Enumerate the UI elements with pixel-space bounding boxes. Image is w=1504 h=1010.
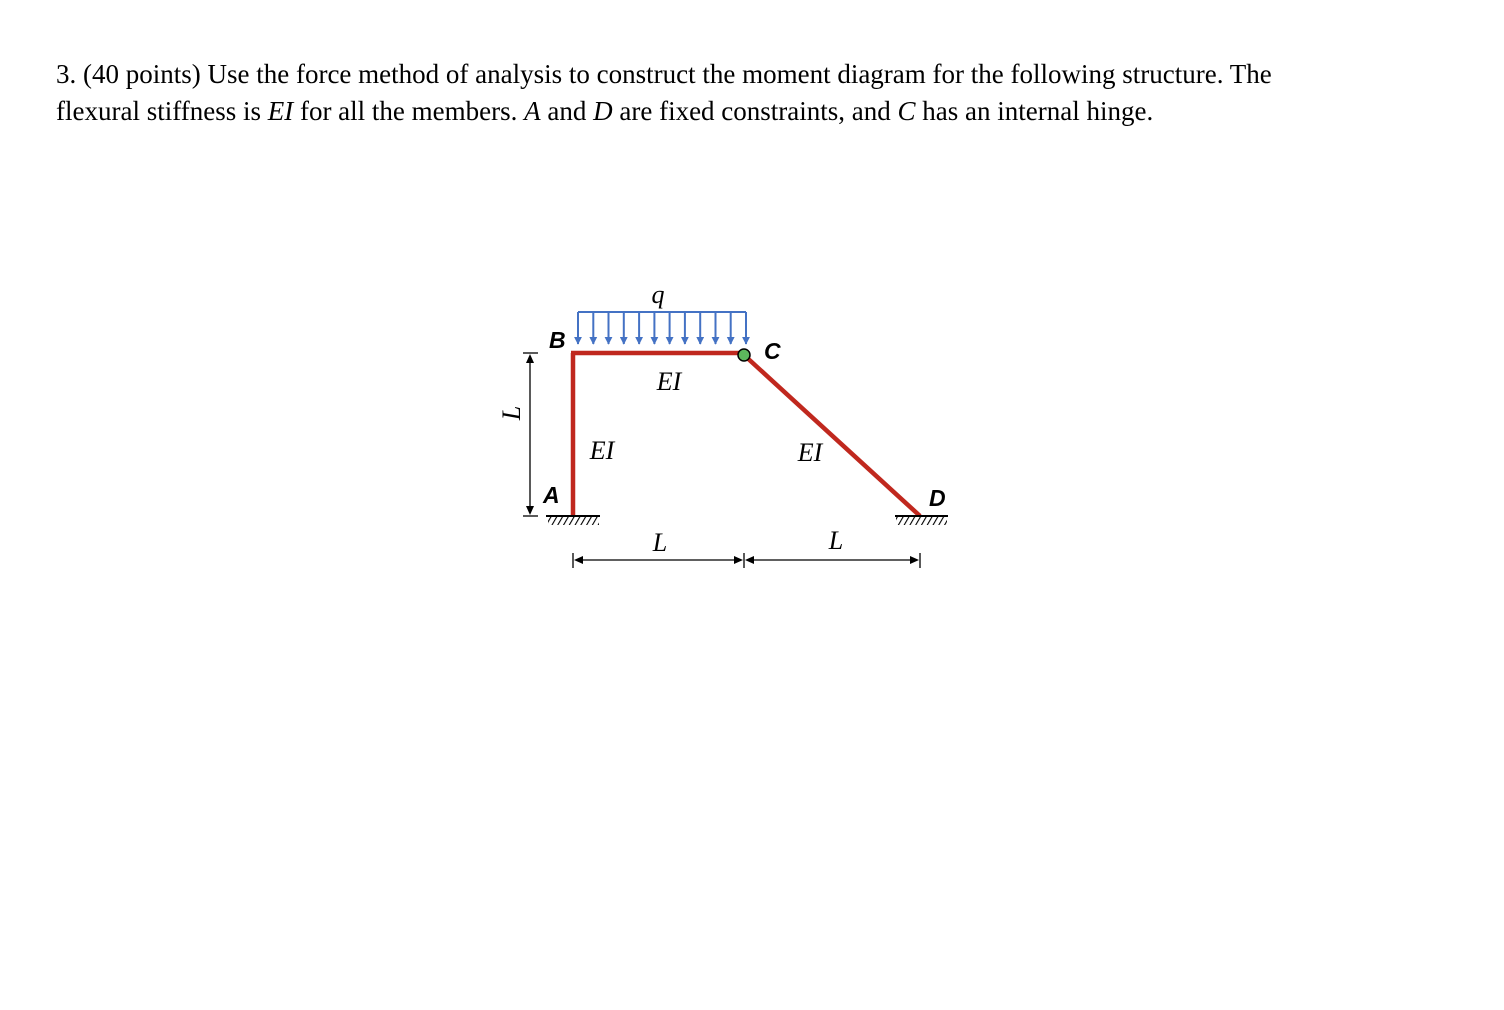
- dimension-spans: [573, 553, 920, 568]
- member-diagonal-cd: [744, 355, 920, 516]
- problem-symbol-a: A: [524, 96, 541, 126]
- problem-symbol-d: D: [593, 96, 613, 126]
- arrow-left-icon: [574, 556, 583, 564]
- node-label-a: A: [543, 482, 560, 508]
- fixed-support-a: [546, 516, 600, 525]
- arrow-up-icon: [526, 354, 534, 363]
- node-label-b: B: [549, 327, 566, 353]
- problem-text: and: [540, 96, 594, 126]
- problem-text: for all the members.: [293, 96, 525, 126]
- dimension-height: [523, 353, 538, 516]
- member-label-column: EI: [589, 436, 615, 465]
- dimension-label-height: L: [497, 405, 526, 421]
- problem-text: flexural stiffness is: [56, 96, 268, 126]
- node-label-c: C: [764, 338, 781, 364]
- arrow-right-icon: [910, 556, 919, 564]
- distributed-load: [578, 312, 746, 344]
- hinge-icon: [738, 349, 750, 361]
- arrow-right-icon: [734, 556, 743, 564]
- dimension-label-span-left: L: [652, 528, 668, 557]
- problem-symbol-ei: EI: [267, 96, 294, 126]
- ground-hatch-icon: [896, 516, 947, 525]
- ground-hatch-icon: [548, 516, 599, 525]
- fixed-support-d: [895, 516, 948, 525]
- dimension-label-span-right: L: [828, 526, 844, 555]
- problem-text: has an internal hinge.: [915, 96, 1154, 126]
- arrow-left-icon: [745, 556, 754, 564]
- node-label-d: D: [929, 485, 946, 511]
- members: [571, 353, 920, 516]
- member-label-diagonal: EI: [797, 438, 823, 467]
- problem-text: 3. (40 points) Use the force method of analysis to construct the moment diagram for the following structure. The: [56, 59, 1272, 89]
- problem-symbol-c: C: [897, 96, 916, 126]
- load-label: q: [651, 280, 665, 309]
- problem-text: are fixed constraints, and: [612, 96, 898, 126]
- member-label-beam: EI: [656, 367, 682, 396]
- arrow-down-icon: [526, 506, 534, 515]
